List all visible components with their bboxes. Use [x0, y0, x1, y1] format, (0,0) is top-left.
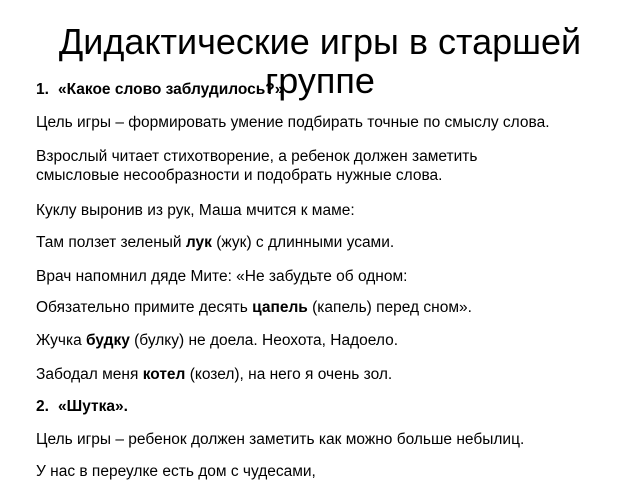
instruction-line-1: Взрослый читает стихотворение, а ребенок должен заметить	[36, 148, 478, 165]
poem-line-5-wrong-word: будку	[86, 332, 130, 349]
poem-line-5	[36, 331, 398, 350]
poem-line-4-wrong-word: цапель	[252, 299, 308, 316]
poem-line-2-after: (жук) с длинными усами.	[211, 234, 395, 251]
game-2-title: «Шутка».	[58, 398, 128, 415]
game-1-heading	[36, 80, 283, 99]
poem-line-6-before: Забодал меня	[36, 366, 143, 383]
page-title-line-2: группе	[265, 60, 375, 101]
poem-line-4-before: Обязательно примите десять	[36, 299, 253, 316]
page-title-line-1: Дидактические игры в старшей	[58, 21, 582, 62]
poem-line-5-before: Жучка	[36, 332, 87, 349]
poem-line-7: У нас в переулке есть дом с чудесами,	[36, 463, 316, 480]
poem-line-4	[36, 298, 472, 317]
game-1-number: 1.	[36, 81, 49, 98]
game-2-number: 2.	[36, 398, 49, 415]
poem-line-2-before: Там ползет зеленый	[36, 234, 186, 251]
poem-line-6-wrong-word: котел	[142, 366, 186, 383]
game-2-goal: Цель игры – ребенок должен заметить как можно больше небылиц.	[36, 431, 525, 448]
game-2-heading	[36, 397, 128, 416]
game-1-title: «Какое слово заблудилось?»	[58, 81, 284, 98]
poem-line-2-wrong-word: лук	[185, 234, 212, 251]
poem-line-6-after: (козел), на него я очень зол.	[185, 366, 393, 383]
poem-line-3: Врач напомнил дяде Мите: «Не забудьте об одном:	[36, 268, 408, 285]
instruction-line-2: смысловые несообразности и подобрать нужные слова.	[36, 167, 443, 184]
poem-line-5-after: (булку) не доела. Неохота, Надоело.	[129, 332, 399, 349]
poem-line-6	[36, 365, 392, 384]
poem-line-1: Куклу выронив из рук, Маша мчится к маме:	[36, 202, 355, 219]
poem-line-4-after: (капель) перед сном».	[307, 299, 472, 316]
poem-line-2	[36, 233, 394, 252]
game-1-goal: Цель игры – формировать умение подбирать точные по смыслу слова.	[36, 114, 550, 131]
